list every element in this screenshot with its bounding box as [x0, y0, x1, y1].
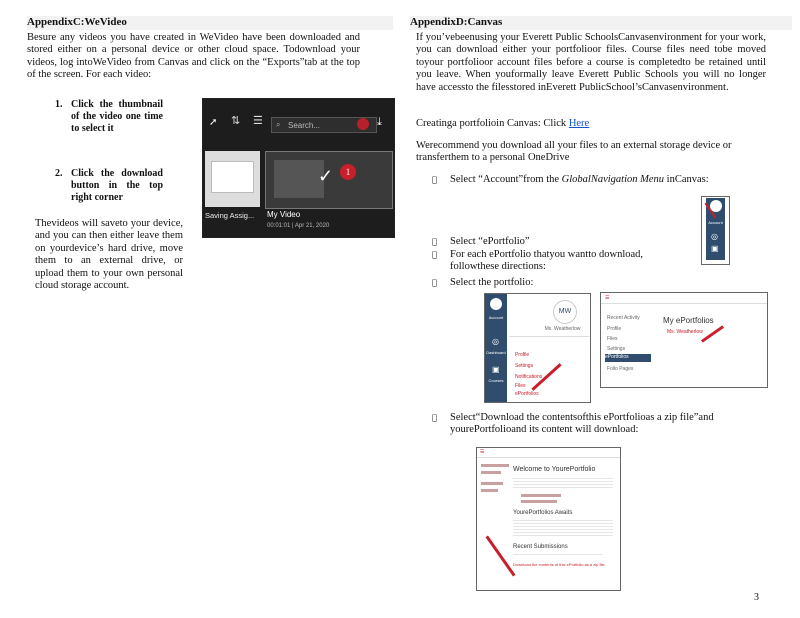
portfolio-prefix: Creatinga portfolioin Canvas: Click	[416, 118, 569, 129]
right-heading-bar	[410, 16, 792, 30]
nav-dashboard-icon: ◎	[492, 337, 499, 346]
bullet-3	[432, 249, 682, 274]
bullet-5-text: Select“Download the contentsofthis ePortfolioas a zip file”and yourePortfolioand its content will download:	[450, 412, 714, 436]
side-links	[481, 464, 509, 508]
bullet-1-em: GlobalNavigation Menu	[561, 174, 665, 185]
download-icon[interactable]: ⤓	[377, 116, 382, 128]
sub-eportfolios[interactable]: ePortfolios	[605, 354, 651, 362]
download-screenshot	[476, 447, 621, 591]
menu-profile[interactable]: Profile	[515, 352, 530, 358]
video-thumbnail-selected[interactable]	[265, 151, 393, 209]
video-thumbnail-left[interactable]	[205, 151, 260, 207]
sub-settings[interactable]: Settings	[607, 346, 626, 352]
bullet-glyph	[432, 249, 437, 261]
red-arrow-icon	[701, 325, 724, 342]
bullet-glyph	[432, 412, 437, 424]
bullet-4	[432, 277, 682, 289]
courses-icon: ▣	[711, 244, 719, 253]
profile-menu-screenshot	[484, 293, 591, 403]
bullet-3-text: For each ePortfolio thatyou wantto download, followthese directions:	[450, 249, 644, 273]
bullet-2	[432, 236, 682, 248]
appendix-c-heading: AppendixC:WeVideo	[27, 16, 127, 28]
step-1-text: Click the thumbnail of the video one time to select it	[71, 99, 163, 134]
nav-avatar-icon	[490, 298, 502, 310]
canvas-intro: If you’vebeenusing your Everett Public SchoolsCanvasenvironment for your work, you can download either your portfolioor files. Course files need tobe moved toyour portfolioor account files before a course is completedto be retained until you leave. When youformally leave Everett Public Schools you will no longer have accessto the filesstored inEverett PublicSchool’sCanvasenvironment.	[416, 32, 766, 93]
portfolio-here-link[interactable]: Here	[568, 118, 590, 129]
account-nav-screenshot	[701, 196, 730, 265]
bullet-1	[432, 174, 772, 186]
bullet-1-pre: Select “Account”from the	[450, 174, 562, 185]
profile-name: Ms. Weatherlow	[544, 326, 581, 332]
recommend-text: Werecommend you download all your files to an external storage device or transferthem to a personal OneDrive	[416, 140, 732, 164]
recent-title: YourePortfolios Awaits	[513, 510, 573, 516]
bullet-4-text: Select the portfolio:	[450, 277, 534, 288]
wevideo-outro: Thevideos will saveto your device, and you can then either leave them on yourdevice’s hard drive, move them to an external drive, or upload them to your own personal cloud storage account.	[35, 218, 183, 292]
bullet-glyph	[432, 277, 437, 289]
bullet-glyph	[432, 174, 437, 186]
highlight-marker	[357, 118, 369, 130]
menu-notifications[interactable]: Notifications	[515, 374, 543, 380]
bullet-1-post: inCanvas:	[664, 174, 709, 185]
menu-eportfolios[interactable]: ePortfolios	[515, 391, 539, 397]
nav-courses: Courses	[488, 378, 504, 383]
menu-icon: ☰	[605, 295, 610, 301]
search-placeholder: Search...	[288, 121, 321, 130]
step-1	[55, 99, 165, 135]
sub-folio-pages[interactable]: Folio Pages	[607, 366, 634, 372]
search-icon: ⌕	[276, 120, 281, 129]
wevideo-screenshot	[202, 98, 395, 238]
eportfolios-screenshot	[600, 292, 768, 388]
page-number: 3	[754, 592, 759, 603]
video-left-title: Saving Assig...	[205, 211, 255, 220]
left-heading-bar	[27, 16, 393, 30]
bullet-5	[432, 412, 772, 437]
cursor-icon: ➚	[209, 117, 218, 128]
video-meta: 00:01:01 | Apr 21, 2020	[267, 223, 330, 229]
menu-icon: ☰	[480, 449, 485, 455]
step-badge: 1	[340, 164, 356, 180]
list-icon: ☰	[253, 115, 263, 127]
checkmark-icon: ✓	[318, 166, 334, 186]
sub-recent[interactable]: Recent Activity	[607, 315, 640, 321]
step-2-text: Click the download button in the top right corner	[71, 168, 163, 203]
welcome-title: Welcome to YourePortfolio	[513, 466, 596, 473]
bullet-glyph	[432, 236, 437, 248]
sort-icon: ⇅	[231, 115, 241, 127]
portfolio-name-link[interactable]: Ms. Weatherlow	[667, 329, 703, 335]
red-arrow-icon	[486, 535, 516, 576]
recent-submissions: Recent Submissions	[513, 544, 568, 550]
profile-avatar: MW	[553, 300, 577, 324]
menu-files[interactable]: Files	[515, 383, 526, 389]
wevideo-intro: Besure any videos you have created in WeVideo have been downloaded and stored either on a personal device or other cloud space. Todownload your videos, log intoWeVideo from Canvas and click on the “Exports”tab at the top of the screen. For each video:	[27, 32, 360, 81]
menu-settings[interactable]: Settings	[515, 363, 534, 369]
nav-dashboard: Dashboard	[486, 350, 506, 355]
account-label: Account	[708, 220, 723, 225]
step-1-num: 1.	[55, 99, 63, 110]
appendix-d-heading: AppendixD:Canvas	[410, 16, 503, 28]
nav-courses-icon: ▣	[492, 365, 500, 374]
step-2-num: 2.	[55, 168, 63, 179]
portfolio-line	[416, 118, 766, 130]
video-title: My Video	[267, 210, 301, 219]
step-2	[55, 168, 165, 204]
nav-account: Account	[488, 315, 504, 320]
dashboard-icon: ◎	[711, 232, 718, 241]
bullet-2-text: Select “ePortfolio”	[450, 236, 530, 247]
page-title: My ePortfolios	[663, 316, 714, 325]
sub-profile[interactable]: Profile	[607, 326, 622, 332]
download-zip-link[interactable]: Download the contents of this ePortfolio as a zip file	[513, 562, 605, 567]
sub-files[interactable]: Files	[607, 336, 618, 342]
